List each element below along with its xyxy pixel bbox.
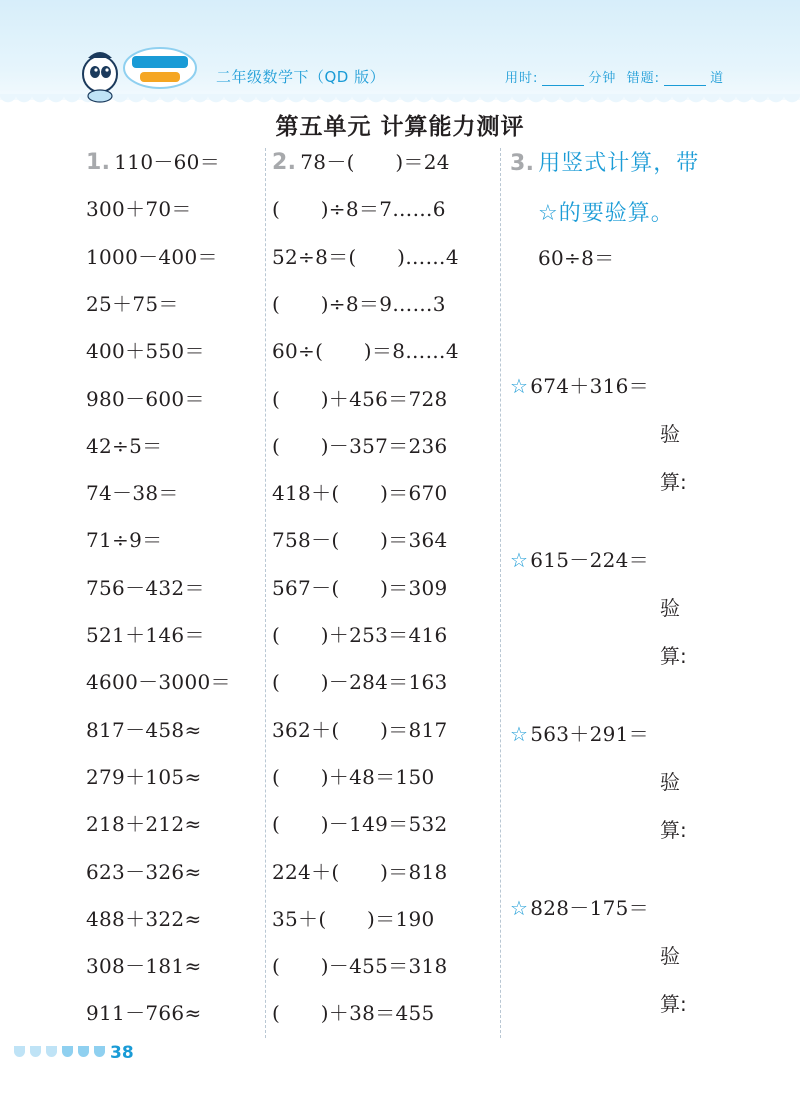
q2-expression: ( )＋253＝416 bbox=[272, 623, 448, 647]
check-label-line2: 算: bbox=[660, 644, 687, 668]
q1-item bbox=[86, 430, 162, 459]
q2-expression: 567－( )＝309 bbox=[272, 575, 448, 600]
q2-item bbox=[272, 761, 435, 790]
column-divider-1 bbox=[265, 148, 266, 1038]
q2-item bbox=[272, 856, 448, 885]
q1-item bbox=[86, 572, 205, 601]
q3-starred-expression: 563＋291＝ bbox=[530, 722, 649, 746]
q2-expression: 35＋( )＝190 bbox=[272, 906, 435, 931]
q1-item bbox=[86, 856, 202, 885]
q3-number: 3. bbox=[510, 151, 535, 176]
q2-expression: ( )－357＝236 bbox=[272, 433, 448, 458]
q1-expression: 300＋70＝ bbox=[86, 197, 192, 222]
q2-expression: ( )＋48＝150 bbox=[272, 764, 435, 789]
q1-item bbox=[86, 761, 202, 790]
q2-item bbox=[272, 146, 450, 175]
check-label-line2: 算: bbox=[660, 992, 687, 1016]
time-blank[interactable] bbox=[542, 73, 584, 86]
q2-item bbox=[272, 335, 459, 364]
star-icon: ☆ bbox=[510, 548, 529, 572]
q1-item bbox=[86, 193, 192, 222]
q1-item bbox=[86, 241, 218, 270]
q2-expression: 78－( )＝24 bbox=[300, 150, 450, 174]
q1-expression: 911－766≈ bbox=[86, 1001, 202, 1026]
q2-expression: 418＋( )＝670 bbox=[272, 481, 448, 506]
q1-item bbox=[86, 714, 202, 743]
q2-expression: ( )÷8＝7……6 bbox=[272, 197, 446, 222]
q2-item bbox=[272, 997, 435, 1026]
q1-expression: 279＋105≈ bbox=[86, 764, 202, 789]
q2-expression: ( )＋456＝728 bbox=[272, 386, 448, 411]
q2-number: 2. bbox=[272, 150, 297, 175]
q2-item bbox=[272, 950, 448, 979]
q2-expression: 224＋( )＝818 bbox=[272, 859, 448, 884]
q2-expression: ( )－284＝163 bbox=[272, 670, 448, 695]
check-label-line2: 算: bbox=[660, 470, 687, 494]
q3-instruction-line2: ☆的要验算。 bbox=[538, 201, 674, 226]
minute-label: 分钟 bbox=[588, 71, 617, 86]
q3-starred-item bbox=[510, 892, 649, 921]
q1-expression: 488＋322≈ bbox=[86, 906, 202, 931]
q1-expression: 817－458≈ bbox=[86, 717, 202, 742]
q2-expression: 758－( )＝364 bbox=[272, 528, 448, 553]
q2-item bbox=[272, 619, 448, 648]
q1-expression: 400＋550＝ bbox=[86, 339, 205, 364]
check-label-line2: 算: bbox=[660, 818, 687, 842]
q2-expression: ( )÷8＝9……3 bbox=[272, 291, 446, 316]
page-number: 38 bbox=[110, 1043, 134, 1063]
errors-label: 错题: bbox=[626, 71, 661, 86]
star-icon: ☆ bbox=[510, 374, 529, 398]
header-book-title: 二年级数学下（QD 版） bbox=[216, 68, 386, 86]
q1-expression: 74－38＝ bbox=[86, 481, 179, 506]
q1-item bbox=[86, 524, 162, 553]
q2-item bbox=[272, 808, 448, 837]
q3-starred-item bbox=[510, 544, 649, 573]
q1-expression: 308－181≈ bbox=[86, 954, 202, 979]
footer-decoration bbox=[14, 1046, 105, 1057]
q1-number: 1. bbox=[86, 150, 111, 175]
q2-item bbox=[272, 193, 446, 222]
q2-expression: 362＋( )＝817 bbox=[272, 717, 448, 742]
star-icon: ☆ bbox=[510, 896, 529, 920]
q1-item bbox=[86, 146, 220, 175]
header-time-errors bbox=[505, 67, 724, 86]
q2-expression: 52÷8＝( )……4 bbox=[272, 244, 459, 269]
q1-item bbox=[86, 619, 205, 648]
check-label-line1: 验 bbox=[660, 770, 680, 794]
q2-item bbox=[272, 241, 459, 270]
q1-expression: 980－600＝ bbox=[86, 386, 205, 411]
q3-starred-item bbox=[510, 370, 649, 399]
q2-item bbox=[272, 383, 448, 412]
q1-item bbox=[86, 335, 205, 364]
q1-item bbox=[86, 288, 179, 317]
q1-expression: 110－60＝ bbox=[114, 150, 220, 174]
star-icon: ☆ bbox=[510, 722, 529, 746]
q2-expression: ( )－149＝532 bbox=[272, 812, 448, 837]
count-label: 道 bbox=[710, 71, 725, 86]
q2-item bbox=[272, 524, 448, 553]
q1-expression: 4600－3000＝ bbox=[86, 670, 231, 695]
check-label-line1: 验 bbox=[660, 596, 680, 620]
q2-item bbox=[272, 666, 448, 695]
q1-expression: 756－432＝ bbox=[86, 575, 205, 600]
mascot-logo bbox=[78, 44, 198, 104]
q2-expression: 60÷( )＝8……4 bbox=[272, 339, 459, 364]
column-divider-2 bbox=[500, 148, 501, 1038]
q1-expression: 218＋212≈ bbox=[86, 812, 202, 837]
q3-starred-expression: 615－224＝ bbox=[530, 548, 649, 572]
q3-starred-expression: 674＋316＝ bbox=[530, 374, 649, 398]
page-title: 第五单元 计算能力测评 bbox=[275, 114, 525, 140]
check-label-line1: 验 bbox=[660, 422, 680, 446]
q1-expression: 521＋146＝ bbox=[86, 623, 205, 647]
q1-item bbox=[86, 997, 202, 1026]
q2-item bbox=[272, 288, 446, 317]
q1-item bbox=[86, 808, 202, 837]
q2-item bbox=[272, 714, 448, 743]
q3-first-expression: 60÷8＝ bbox=[538, 246, 615, 270]
q2-item bbox=[272, 477, 448, 506]
time-label: 用时: bbox=[505, 71, 539, 86]
q1-expression: 1000－400＝ bbox=[86, 244, 218, 269]
q1-expression: 25＋75＝ bbox=[86, 291, 179, 316]
q2-item bbox=[272, 903, 435, 932]
q1-item bbox=[86, 666, 231, 695]
q1-item bbox=[86, 477, 179, 506]
check-label-line1: 验 bbox=[660, 944, 680, 968]
q1-expression: 71÷9＝ bbox=[86, 528, 163, 553]
q1-item bbox=[86, 950, 202, 979]
q2-expression: ( )－455＝318 bbox=[272, 954, 448, 979]
q2-item bbox=[272, 572, 448, 601]
q3-instruction-line1: 3. 用竖式计算，带 bbox=[510, 151, 700, 176]
q3-starred-item bbox=[510, 718, 649, 747]
errors-blank[interactable] bbox=[664, 73, 706, 86]
q1-expression: 42÷5＝ bbox=[86, 433, 163, 458]
q3-starred-expression: 828－175＝ bbox=[530, 896, 649, 920]
q2-item bbox=[272, 430, 448, 459]
q1-item bbox=[86, 383, 205, 412]
q1-expression: 623－326≈ bbox=[86, 859, 202, 884]
q1-item bbox=[86, 903, 202, 932]
q2-expression: ( )＋38＝455 bbox=[272, 1001, 435, 1026]
